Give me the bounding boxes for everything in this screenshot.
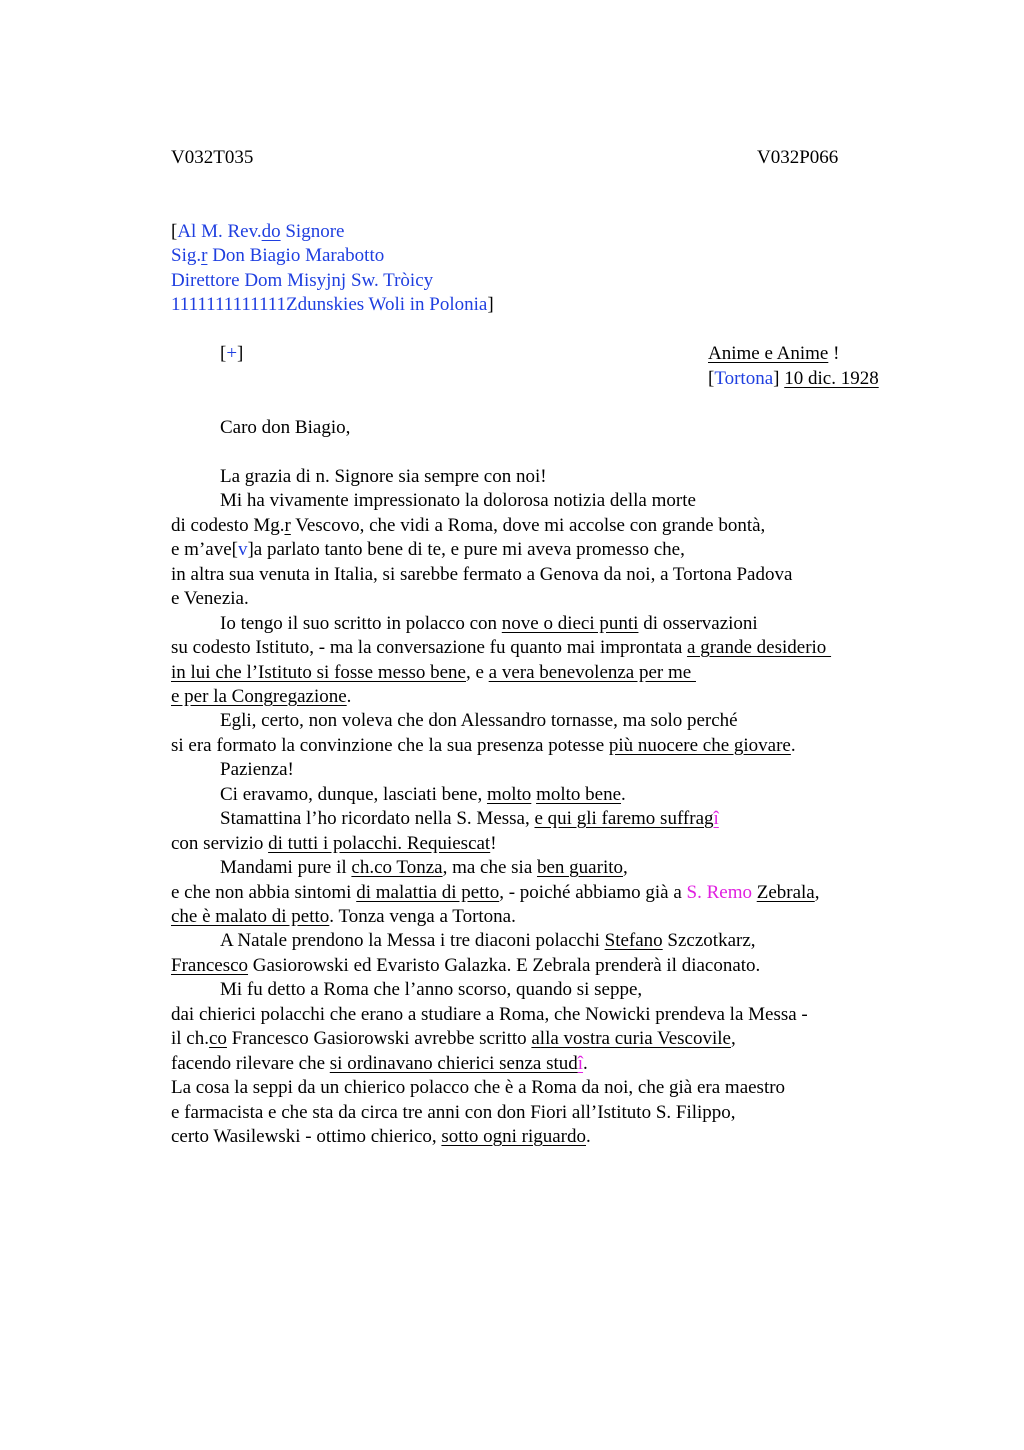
body-line: che è malato di petto. Tonza venga a Tortona. — [171, 906, 516, 927]
body-line: Mi fu detto a Roma che l’anno scorso, quando si seppe, — [220, 979, 643, 1000]
body-line: di codesto Mg.r Vescovo, che vidi a Roma, dove mi accolse con grande bontà, — [171, 515, 766, 536]
document-code-left: V032T035 — [171, 147, 254, 168]
body-line: e Venezia. — [171, 588, 249, 609]
body-line: dai chierici polacchi che erano a studiare a Roma, che Nowicki prendeva la Messa - — [171, 1004, 808, 1025]
address-bracket-close: ] — [487, 294, 494, 315]
body-line: certo Wasilewski - ottimo chierico, sotto ogni riguardo. — [171, 1126, 591, 1147]
motto: Anime e Anime ! — [708, 343, 840, 364]
address-line-2: Sig.r Don Biagio Marabotto — [171, 245, 385, 266]
address-line-3: Direttore Dom Misyjnj Sw. Tròicy — [171, 270, 434, 291]
body-line: con servizio di tutti i polacchi. Requiescat! — [171, 833, 497, 854]
body-line: Pazienza! — [220, 759, 294, 780]
cross-mark: [+] — [220, 343, 244, 364]
body-line: Io tengo il suo scritto in polacco con nove o dieci punti di osservazioni — [220, 613, 758, 634]
body-line: Mi ha vivamente impressionato la dolorosa notizia della morte — [220, 490, 696, 511]
address-bracket-open: [ — [171, 221, 178, 242]
body-line: Ci eravamo, dunque, lasciati bene, molto molto bene. — [220, 784, 626, 805]
body-line: e che non abbia sintomi di malattia di petto, - poiché abbiamo già a S. Remo Zebrala, — [171, 882, 820, 903]
document-code-right: V032P066 — [757, 147, 839, 168]
body-line: La grazia di n. Signore sia sempre con noi! — [220, 466, 547, 487]
body-line: Mandami pure il ch.co Tonza, ma che sia ben guarito, — [220, 857, 628, 878]
body-line: e per la Congregazione. — [171, 686, 352, 707]
body-line: A Natale prendono la Messa i tre diaconi polacchi Stefano Szczotkarz, — [220, 930, 756, 951]
dateline: [Tortona] 10 dic. 1928 — [708, 368, 879, 389]
body-line: Stamattina l’ho ricordato nella S. Messa, e qui gli faremo suffragî — [220, 808, 719, 829]
body-line: Egli, certo, non voleva che don Alessandro tornasse, ma solo perché — [220, 710, 738, 731]
salutation: Caro don Biagio, — [220, 417, 351, 438]
body-line: su codesto Istituto, - ma la conversazione fu quanto mai improntata a grande desiderio — [171, 637, 832, 658]
body-line: il ch.co Francesco Gasiorowski avrebbe scritto alla vostra curia Vescovile, — [171, 1028, 736, 1049]
body-line: e m’ave[v]a parlato tanto bene di te, e pure mi aveva promesso che, — [171, 539, 685, 560]
address-line-4: 1111111111111Zdunskies Woli in Polonia] — [171, 294, 494, 315]
body-line: in altra sua venuta in Italia, si sarebbe fermato a Genova da noi, a Tortona Padova — [171, 564, 793, 585]
body-line: e farmacista e che sta da circa tre anni con don Fiori all’Istituto S. Filippo, — [171, 1102, 736, 1123]
body-line: si era formato la convinzione che la sua presenza potesse più nuocere che giovare. — [171, 735, 796, 756]
body-line: facendo rilevare che si ordinavano chierici senza studî. — [171, 1053, 588, 1074]
address-line-1: [Al M. Rev.do Signore — [171, 221, 345, 242]
body-line: in lui che l’Istituto si fosse messo bene, e a vera benevolenza per me — [171, 662, 696, 683]
body-line: La cosa la seppi da un chierico polacco che è a Roma da noi, che già era maestro — [171, 1077, 786, 1098]
body-line: Francesco Gasiorowski ed Evaristo Galazka. E Zebrala prenderà il diaconato. — [171, 955, 761, 976]
